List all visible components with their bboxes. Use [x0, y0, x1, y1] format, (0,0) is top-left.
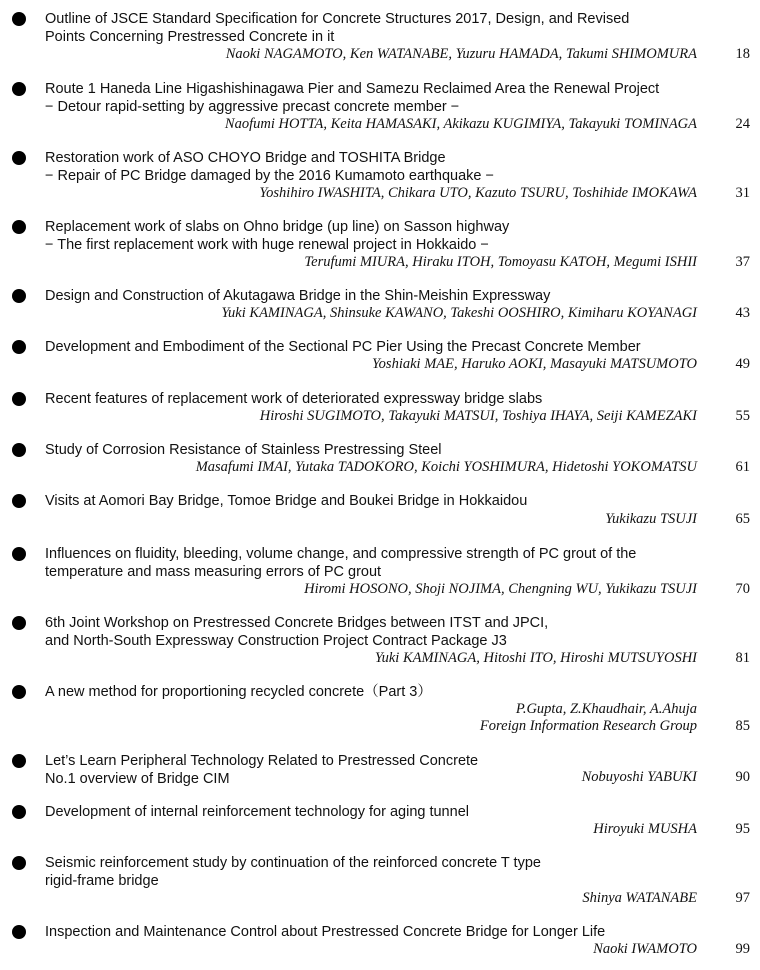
bullet-icon — [12, 220, 26, 234]
entry-title-line: Development of internal reinforcement technology for aging tunnel — [45, 804, 469, 820]
entry-title-line: Points Concerning Prestressed Concrete in it — [45, 29, 335, 45]
entry-title-line: Inspection and Maintenance Control about Prestressed Concrete Bridge for Longer Life — [45, 924, 606, 940]
bullet-icon — [12, 82, 26, 96]
page-number: 31 — [735, 185, 750, 201]
bullet-icon — [12, 151, 26, 165]
entry-title-line: rigid-frame bridge — [45, 873, 159, 889]
entry-title-line: Outline of JSCE Standard Specification for Concrete Structures 2017, Design, and Revised — [45, 11, 630, 27]
page-number: 85 — [735, 718, 750, 734]
entry-authors: Yoshihiro IWASHITA, Chikara UTO, Kazuto TSURU, Toshihide IMOKAWA — [259, 185, 697, 201]
bullet-icon — [12, 443, 26, 457]
entry-authors: Naoki IWAMOTO — [593, 941, 697, 957]
bullet-icon — [12, 547, 26, 561]
entry-title-line: Replacement work of slabs on Ohno bridge (up line) on Sasson highway — [45, 219, 510, 235]
entry-authors: Hiroyuki MUSHA — [593, 821, 697, 837]
page-number: 81 — [735, 650, 750, 666]
entry-title-line: No.1 overview of Bridge CIM — [45, 771, 230, 787]
entry-title-line: A new method for proportioning recycled concrete（Part 3） — [45, 684, 432, 700]
page-number: 99 — [735, 941, 750, 957]
page-number: 70 — [735, 581, 750, 597]
entry-authors: Hiroshi SUGIMOTO, Takayuki MATSUI, Toshiya IHAYA, Seiji KAMEZAKI — [259, 408, 697, 424]
page-number: 43 — [735, 305, 750, 321]
entry-authors: P.Gupta, Z.Khaudhair, A.Ahuja — [515, 701, 697, 717]
page-number: 61 — [735, 459, 750, 475]
entry-title-line: Development and Embodiment of the Sectional PC Pier Using the Precast Concrete Member — [45, 339, 641, 355]
bullet-icon — [12, 289, 26, 303]
entry-authors: Yuki KAMINAGA, Shinsuke KAWANO, Takeshi OOSHIRO, Kimiharu KOYANAGI — [221, 305, 697, 321]
entry-authors: Yukikazu TSUJI — [605, 511, 697, 527]
bullet-icon — [12, 494, 26, 508]
bullet-icon — [12, 685, 26, 699]
entry-authors: Nobuyoshi YABUKI — [581, 769, 697, 785]
entry-title-line: Study of Corrosion Resistance of Stainless Prestressing Steel — [45, 442, 442, 458]
bullet-icon — [12, 12, 26, 26]
entry-title-line: Route 1 Haneda Line Higashishinagawa Pier and Samezu Reclaimed Area the Renewal Project — [45, 81, 660, 97]
page-number: 65 — [735, 511, 750, 527]
entry-title-line: Recent features of replacement work of deteriorated expressway bridge slabs — [45, 391, 543, 407]
bullet-icon — [12, 392, 26, 406]
entry-title-line: Restoration work of ASO CHOYO Bridge and TOSHITA Bridge — [45, 150, 446, 166]
entry-authors: Naofumi HOTTA, Keita HAMASAKI, Akikazu KUGIMIYA, Takayuki TOMINAGA — [224, 116, 697, 132]
page-number: 24 — [735, 116, 750, 132]
page-number: 95 — [735, 821, 750, 837]
bullet-icon — [12, 754, 26, 768]
entry-authors: Terufumi MIURA, Hiraku ITOH, Tomoyasu KATOH, Megumi ISHII — [304, 254, 697, 270]
entry-title-line: − Detour rapid-setting by aggressive precast concrete member − — [45, 99, 460, 115]
page-number: 55 — [735, 408, 750, 424]
entry-authors: Yoshiaki MAE, Haruko AOKI, Masayuki MATSUMOTO — [371, 356, 697, 372]
entry-title-line: Seismic reinforcement study by continuation of the reinforced concrete T type — [45, 855, 541, 871]
entry-authors: Hiromi HOSONO, Shoji NOJIMA, Chengning WU, Yukikazu TSUJI — [304, 581, 697, 597]
bullet-icon — [12, 856, 26, 870]
entry-title-line: − The first replacement work with huge renewal project in Hokkaido − — [45, 237, 489, 253]
entry-authors: Foreign Information Research Group — [479, 718, 697, 734]
page-number: 37 — [735, 254, 750, 270]
entry-authors: Shinya WATANABE — [582, 890, 697, 906]
page-number: 49 — [735, 356, 750, 372]
bullet-icon — [12, 340, 26, 354]
entry-title-line: Let’s Learn Peripheral Technology Related to Prestressed Concrete — [45, 753, 479, 769]
page-number: 18 — [735, 46, 750, 62]
entry-title-line: Influences on fluidity, bleeding, volume change, and compressive strength of PC grout of the — [45, 546, 637, 562]
entry-authors: Yuki KAMINAGA, Hitoshi ITO, Hiroshi MUTSUYOSHI — [374, 650, 697, 666]
bullet-icon — [12, 616, 26, 630]
page-number: 90 — [735, 769, 750, 785]
page-number: 97 — [735, 890, 750, 906]
bullet-icon — [12, 805, 26, 819]
entry-title-line: 6th Joint Workshop on Prestressed Concrete Bridges between ITST and JPCI, — [45, 615, 549, 631]
entry-authors: Naoki NAGAMOTO, Ken WATANABE, Yuzuru HAMADA, Takumi SHIMOMURA — [225, 46, 697, 62]
entry-title-line: − Repair of PC Bridge damaged by the 2016 Kumamoto earthquake − — [45, 168, 494, 184]
entry-title-line: and North-South Expressway Construction Project Contract Package J3 — [45, 633, 507, 649]
bullet-icon — [12, 925, 26, 939]
entry-title-line: Visits at Aomori Bay Bridge, Tomoe Bridge and Boukei Bridge in Hokkaidou — [45, 493, 528, 509]
entry-title-line: temperature and mass measuring errors of PC grout — [45, 564, 382, 580]
entry-authors: Masafumi IMAI, Yutaka TADOKORO, Koichi YOSHIMURA, Hidetoshi YOKOMATSU — [195, 459, 697, 475]
entry-title-line: Design and Construction of Akutagawa Bridge in the Shin-Meishin Expressway — [45, 288, 551, 304]
